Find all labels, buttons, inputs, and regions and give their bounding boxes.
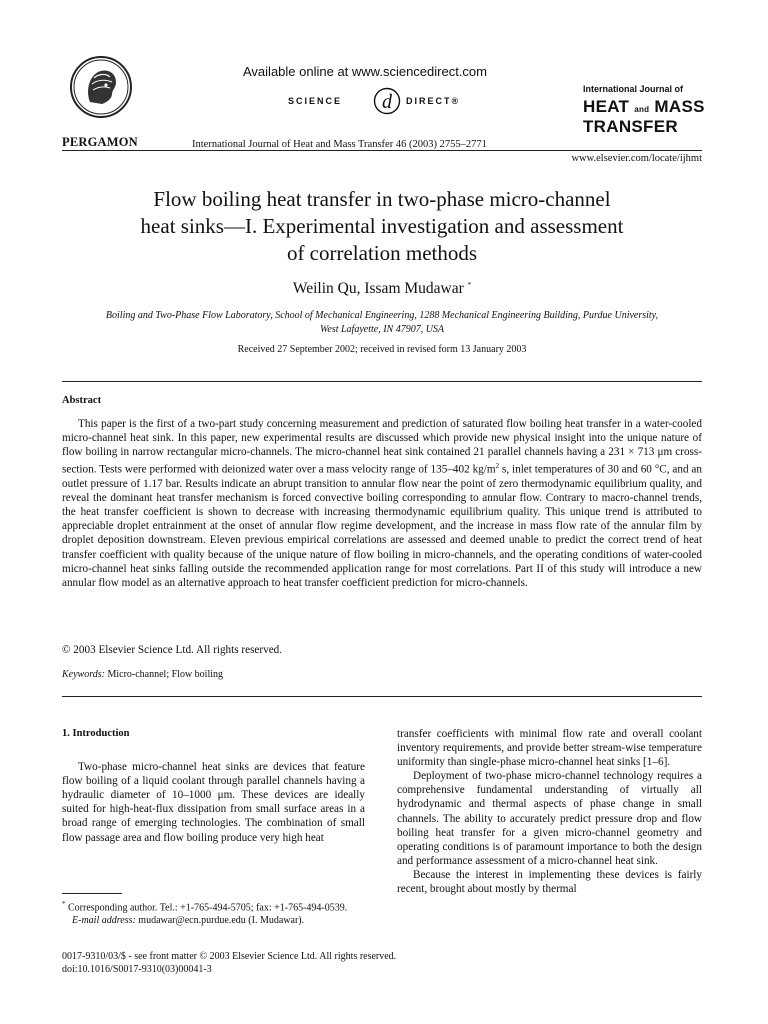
- front-matter-info: [62, 950, 396, 976]
- sciencedirect-logo: [288, 86, 478, 116]
- doi-line[interactable]: doi:10.1016/S0017-9310(03)00041-3: [62, 964, 212, 975]
- issn-line: 0017-9310/03/$ - see front matter © 2003 Elsevier Science Ltd. All rights reserved.: [62, 951, 397, 962]
- title-line: Flow boiling heat transfer in two-phase micro-channel: [153, 187, 611, 211]
- email-label: E-mail address:: [72, 915, 136, 927]
- journal-logo-heat: HEAT: [583, 97, 630, 116]
- footnote-mark: *: [62, 900, 66, 908]
- sd-direct: DIRECT®: [406, 96, 461, 106]
- right-column: [397, 727, 702, 896]
- corresponding-author-note: [62, 898, 365, 914]
- publisher-name: PERGAMON: [62, 135, 138, 149]
- received-dates: Received 27 September 2002; received in revised form 13 January 2003: [237, 344, 527, 355]
- body-paragraph: Two-phase micro-channel heat sinks are devices that feature flow boiling of a liquid coolant through parallel channels having a hydraulic diameter of 10–1000 μm. These devices are ideally suited for high-heat-flux dissipation from small surface areas in a broad range of emerging technologies. The combination of small flow passage area and flow boiling produce very high heat: [62, 761, 365, 844]
- pergamon-emblem-icon: [70, 56, 132, 118]
- footnote-rule: [62, 893, 122, 894]
- publisher-logo: [62, 54, 142, 149]
- keywords: [62, 669, 223, 680]
- abstract-text: [62, 417, 702, 590]
- body-paragraph: Deployment of two-phase micro-channel technology requires a comprehensive fundamental understanding of virtually all hydrodynamic and thermal aspects of phase change in small channels. The ability to accurately predict pressure drop and flow boiling heat transfer for a given micro-channel geometry and operating conditions is of paramount importance to both the design and performance assessment of a micro-channel heat sink.: [397, 770, 702, 867]
- left-column: [62, 727, 365, 845]
- email-note: [62, 914, 365, 927]
- header-rule: [62, 150, 702, 151]
- corresponding-text: Corresponding author. Tel.: +1-765-494-5705; fax: +1-765-494-0539.: [68, 902, 348, 914]
- journal-logo: [583, 84, 705, 135]
- sd-science: SCIENCE: [288, 96, 343, 106]
- keywords-label: Keywords:: [62, 669, 105, 680]
- title-line: heat sinks—I. Experimental investigation and assessment: [140, 214, 624, 238]
- author-footnote-mark[interactable]: *: [467, 280, 472, 289]
- affiliation: [62, 309, 702, 337]
- abstract-text-a: This paper is the first of a two-part study concerning measurement and prediction of saturated flow boiling heat transfer in a water-cooled micro-channel heat sink. In this paper, new experimental results are discussed which provide new physical insight into the unique nature of flow boiling in narrow rectangular micro-channels. The micro-channel heat sink contained 21 parallel channels having a 231 × 713 μm cross-section. Tests were performed with deionized water over a mass velocity range of 135–402 kg/m: [62, 418, 702, 477]
- affiliation-line: West Lafayette, IN 47907, USA: [319, 324, 445, 335]
- authors: [62, 280, 702, 298]
- journal-logo-mass: MASS: [654, 97, 705, 116]
- abstract-superscript: 2: [495, 462, 500, 471]
- abstract-copyright: © 2003 Elsevier Science Ltd. All rights reserved.: [62, 644, 283, 656]
- sd-at-letter: d: [382, 91, 392, 113]
- article-title: [62, 186, 702, 267]
- body-paragraph: transfer coefficients with minimal flow rate and overall coolant inventory requirements, and provide better stream-wise temperature uniformity than single-phase micro-channel heat sinks [1–6].: [397, 728, 702, 769]
- journal-citation: International Journal of Heat and Mass Transfer 46 (2003) 2755–2771: [192, 139, 487, 150]
- journal-logo-transfer: TRANSFER: [583, 117, 678, 136]
- email-suffix: (I. Mudawar).: [248, 915, 305, 927]
- available-online-text: Available online at www.sciencedirect.com: [243, 64, 487, 79]
- footnotes: [62, 898, 365, 927]
- affiliation-line: Boiling and Two-Phase Flow Laboratory, School of Mechanical Engineering, 1288 Mechanical Engineering Building, Purdue University,: [105, 310, 659, 321]
- abstract-heading: Abstract: [62, 395, 102, 406]
- sd-at-icon: [372, 86, 402, 122]
- email-link[interactable]: mudawar@ecn.purdue.edu: [138, 915, 246, 927]
- keywords-list: Micro-channel; Flow boiling: [107, 669, 224, 680]
- journal-url[interactable]: www.elsevier.com/locate/ijhmt: [571, 153, 702, 164]
- author-names: Weilin Qu, Issam Mudawar: [292, 280, 464, 297]
- title-line: of correlation methods: [286, 241, 478, 265]
- abstract-top-rule: [62, 381, 702, 382]
- abstract-text-b: s, inlet temperatures of 30 and 60 °C, and an outlet pressure of 1.17 bar. Results indicate an abrupt transition to annular flow near the point of zero thermodynamic equilibrium quality, and reveal the dominant heat transfer mechanism is forced convective boiling corresponding to annular flow. Contrary to macro-channel trends, the heat transfer coefficient is shown to decrease with increasing thermodynamic equilibrium quality. This unique trend is attributed to appreciable droplet entrainment at the onset of annular flow regime development, and the increase in mass flow rate of the annular film by droplet deposition downstream. Eleven previous empirical correlations are assessed and deemed unable to predict the correct trend of heat transfer coefficient with quality because of the unique nature of flow boiling in micro-channels, and the operating conditions of water-cooled micro-channel heat sinks falling outside the recommended application range for most correlations. Part II of this study will introduce a new annular flow model as an alternative approach to heat transfer coefficient prediction for micro-channels.: [62, 464, 702, 589]
- journal-logo-and: and: [634, 105, 650, 114]
- journal-logo-line2: [583, 98, 705, 118]
- abstract-bottom-rule: [62, 696, 702, 697]
- section-heading: 1. Introduction: [62, 728, 130, 739]
- body-paragraph: Because the interest in implementing these devices is fairly recent, brought about mostly by thermal: [397, 868, 702, 896]
- journal-logo-line1: International Journal of: [583, 84, 684, 94]
